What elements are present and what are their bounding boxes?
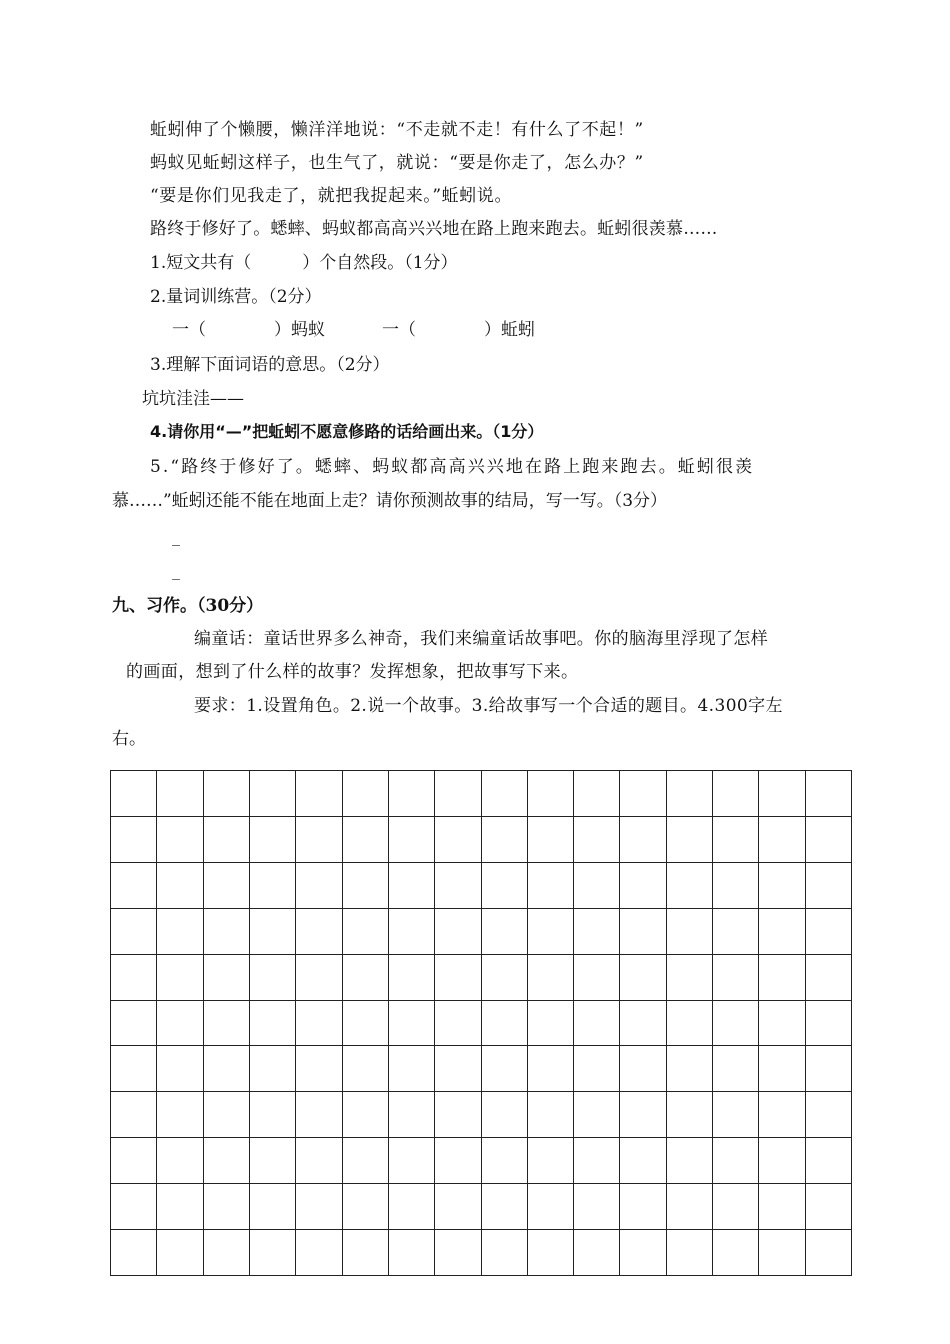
writing-grid-cell[interactable] bbox=[528, 1138, 574, 1184]
question-4: 4.请你用“—”把蚯蚓不愿意修路的话给画出来。（1分） bbox=[150, 422, 544, 441]
writing-grid-cell[interactable] bbox=[620, 1001, 666, 1047]
writing-grid-cell[interactable] bbox=[389, 1001, 435, 1047]
writing-grid-cell[interactable] bbox=[343, 1001, 389, 1047]
writing-grid-cell[interactable] bbox=[806, 1046, 852, 1092]
writing-grid-cell[interactable] bbox=[528, 909, 574, 955]
writing-grid-cell[interactable] bbox=[482, 955, 528, 1001]
writing-grid-cell[interactable] bbox=[806, 863, 852, 909]
section-9-prompt-line-1: 编童话：童话世界多么神奇，我们来编童话故事吧。你的脑海里浮现了怎样 bbox=[194, 629, 769, 649]
passage-line-1: 蚯蚓伸了个懒腰，懒洋洋地说：“不走就不走！有什么了不起！” bbox=[150, 120, 644, 140]
writing-grid-cell[interactable] bbox=[528, 955, 574, 1001]
writing-grid-cell[interactable] bbox=[806, 771, 852, 817]
writing-grid-cell[interactable] bbox=[806, 909, 852, 955]
writing-grid-cell[interactable] bbox=[528, 1184, 574, 1230]
writing-grid-cell[interactable] bbox=[713, 909, 759, 955]
writing-grid-cell[interactable] bbox=[759, 1230, 805, 1276]
writing-grid-cell[interactable] bbox=[667, 1138, 713, 1184]
passage-line-4: 路终于修好了。蟋蟀、蚂蚁都高高兴兴地在路上跑来跑去。蚯蚓很羡慕…… bbox=[150, 219, 718, 239]
writing-grid-cell[interactable] bbox=[759, 817, 805, 863]
writing-grid-cell[interactable] bbox=[482, 1184, 528, 1230]
writing-grid-cell[interactable] bbox=[250, 771, 296, 817]
writing-grid-cell[interactable] bbox=[111, 1092, 157, 1138]
writing-grid-cell[interactable] bbox=[389, 1184, 435, 1230]
question-5-line-2: 慕……”蚯蚓还能不能在地面上走？请你预测故事的结局，写一写。（3分） bbox=[112, 491, 668, 511]
writing-grid-cell[interactable] bbox=[389, 1046, 435, 1092]
writing-grid-cell[interactable] bbox=[343, 863, 389, 909]
writing-grid-cell[interactable] bbox=[111, 817, 157, 863]
writing-grid-cell[interactable] bbox=[620, 817, 666, 863]
writing-grid-cell[interactable] bbox=[435, 909, 481, 955]
question-2-blank-earthworm: 一（ ）蚯蚓 bbox=[382, 320, 535, 340]
writing-grid-cell[interactable] bbox=[389, 1138, 435, 1184]
writing-grid-cell[interactable] bbox=[389, 863, 435, 909]
writing-grid-cell[interactable] bbox=[620, 909, 666, 955]
writing-grid-cell[interactable] bbox=[574, 955, 620, 1001]
writing-grid-cell[interactable] bbox=[759, 771, 805, 817]
writing-grid-cell[interactable] bbox=[157, 1001, 203, 1047]
writing-grid-cell[interactable] bbox=[157, 955, 203, 1001]
writing-grid-cell[interactable] bbox=[713, 771, 759, 817]
writing-grid-cell[interactable] bbox=[435, 955, 481, 1001]
writing-grid-cell[interactable] bbox=[157, 1138, 203, 1184]
writing-grid-cell[interactable] bbox=[435, 1138, 481, 1184]
writing-grid-cell[interactable] bbox=[111, 863, 157, 909]
writing-grid-cell[interactable] bbox=[574, 1230, 620, 1276]
writing-grid-cell[interactable] bbox=[620, 1046, 666, 1092]
writing-grid-cell[interactable] bbox=[389, 955, 435, 1001]
writing-grid-cell[interactable] bbox=[157, 1046, 203, 1092]
writing-grid-cell[interactable] bbox=[435, 771, 481, 817]
question-2-blank-ants: 一（ ）蚂蚁 bbox=[172, 320, 325, 340]
writing-grid-cell[interactable] bbox=[667, 1046, 713, 1092]
writing-grid-cell[interactable] bbox=[389, 771, 435, 817]
writing-grid-cell[interactable] bbox=[296, 1230, 342, 1276]
writing-grid-cell[interactable] bbox=[343, 1184, 389, 1230]
section-9-requirements-line-1: 要求：1.设置角色。2.说一个故事。3.给故事写一个合适的题目。4.300字左 bbox=[194, 696, 783, 716]
writing-grid-cell[interactable] bbox=[250, 1092, 296, 1138]
writing-grid-cell[interactable] bbox=[343, 909, 389, 955]
writing-grid-cell[interactable] bbox=[759, 1138, 805, 1184]
writing-grid-cell[interactable] bbox=[713, 1092, 759, 1138]
writing-grid-cell[interactable] bbox=[389, 909, 435, 955]
writing-grid-cell[interactable] bbox=[528, 771, 574, 817]
writing-grid-cell[interactable] bbox=[157, 863, 203, 909]
writing-grid-cell[interactable] bbox=[250, 909, 296, 955]
writing-grid-cell[interactable] bbox=[667, 909, 713, 955]
writing-grid-cell[interactable] bbox=[157, 1092, 203, 1138]
writing-grid-cell[interactable] bbox=[204, 1092, 250, 1138]
writing-grid-cell[interactable] bbox=[759, 863, 805, 909]
writing-grid-cell[interactable] bbox=[759, 955, 805, 1001]
writing-grid-cell[interactable] bbox=[713, 817, 759, 863]
writing-grid-cell[interactable] bbox=[343, 817, 389, 863]
writing-grid-cell[interactable] bbox=[111, 771, 157, 817]
writing-grid-cell[interactable] bbox=[667, 863, 713, 909]
writing-grid-cell[interactable] bbox=[806, 1138, 852, 1184]
writing-grid-cell[interactable] bbox=[759, 1046, 805, 1092]
writing-grid-cell[interactable] bbox=[250, 955, 296, 1001]
writing-grid-cell[interactable] bbox=[204, 1230, 250, 1276]
writing-grid-cell[interactable] bbox=[759, 909, 805, 955]
writing-grid-cell[interactable] bbox=[574, 1001, 620, 1047]
writing-grid-cell[interactable] bbox=[296, 817, 342, 863]
writing-grid-cell[interactable] bbox=[250, 863, 296, 909]
writing-grid-cell[interactable] bbox=[157, 771, 203, 817]
writing-grid-cell[interactable] bbox=[620, 955, 666, 1001]
writing-grid-cell[interactable] bbox=[111, 1138, 157, 1184]
writing-grid-cell[interactable] bbox=[296, 1001, 342, 1047]
question-5-line-1: 5.“路终于修好了。蟋蟀、蚂蚁都高高兴兴地在路上跑来跑去。蚯蚓很羡 bbox=[150, 457, 755, 477]
writing-grid-cell[interactable] bbox=[435, 1184, 481, 1230]
writing-grid-cell[interactable] bbox=[528, 863, 574, 909]
writing-grid-cell[interactable] bbox=[482, 1092, 528, 1138]
writing-grid-cell[interactable] bbox=[574, 817, 620, 863]
writing-grid-cell[interactable] bbox=[759, 1184, 805, 1230]
writing-grid-cell[interactable] bbox=[296, 1138, 342, 1184]
writing-grid-cell[interactable] bbox=[111, 909, 157, 955]
answer-line-2: _ bbox=[172, 561, 180, 580]
writing-grid-cell[interactable] bbox=[482, 909, 528, 955]
writing-grid[interactable] bbox=[110, 770, 852, 1276]
writing-grid-cell[interactable] bbox=[667, 955, 713, 1001]
writing-grid-cell[interactable] bbox=[620, 1138, 666, 1184]
writing-grid-cell[interactable] bbox=[713, 1046, 759, 1092]
writing-grid-cell[interactable] bbox=[667, 1184, 713, 1230]
writing-grid-cell[interactable] bbox=[574, 863, 620, 909]
writing-grid-cell[interactable] bbox=[157, 1184, 203, 1230]
section-9-requirements-line-2: 右。 bbox=[112, 729, 146, 749]
question-3: 3.理解下面词语的意思。（2分） bbox=[150, 355, 390, 375]
writing-grid-cell[interactable] bbox=[435, 1001, 481, 1047]
passage-line-3: “要是你们见我走了，就把我捉起来。”蚯蚓说。 bbox=[150, 186, 513, 206]
writing-grid-cell[interactable] bbox=[204, 1046, 250, 1092]
writing-grid-cell[interactable] bbox=[713, 955, 759, 1001]
writing-grid-cell[interactable] bbox=[296, 863, 342, 909]
writing-grid-cell[interactable] bbox=[667, 1001, 713, 1047]
writing-grid-cell[interactable] bbox=[296, 1092, 342, 1138]
writing-grid-cell[interactable] bbox=[806, 1092, 852, 1138]
answer-line-1: _ bbox=[172, 527, 180, 546]
writing-grid-cell[interactable] bbox=[713, 1230, 759, 1276]
writing-grid-cell[interactable] bbox=[157, 1230, 203, 1276]
writing-grid-cell[interactable] bbox=[482, 1001, 528, 1047]
writing-grid-cell[interactable] bbox=[250, 1138, 296, 1184]
writing-grid-cell[interactable] bbox=[204, 1001, 250, 1047]
writing-grid-cell[interactable] bbox=[204, 1138, 250, 1184]
writing-grid-cell[interactable] bbox=[435, 1230, 481, 1276]
writing-grid-cell[interactable] bbox=[759, 1092, 805, 1138]
writing-grid-cell[interactable] bbox=[343, 1046, 389, 1092]
writing-grid-cell[interactable] bbox=[528, 1001, 574, 1047]
writing-grid-cell[interactable] bbox=[389, 817, 435, 863]
writing-grid-cell[interactable] bbox=[343, 955, 389, 1001]
writing-grid-cell[interactable] bbox=[204, 771, 250, 817]
writing-grid-cell[interactable] bbox=[435, 1092, 481, 1138]
writing-grid-cell[interactable] bbox=[111, 1001, 157, 1047]
writing-grid-cell[interactable] bbox=[250, 1184, 296, 1230]
writing-grid-cell[interactable] bbox=[482, 771, 528, 817]
writing-grid-cell[interactable] bbox=[157, 909, 203, 955]
writing-grid-cell[interactable] bbox=[713, 1138, 759, 1184]
writing-grid-cell[interactable] bbox=[482, 1138, 528, 1184]
writing-grid-cell[interactable] bbox=[343, 1092, 389, 1138]
writing-grid-cell[interactable] bbox=[574, 1138, 620, 1184]
writing-grid-cell[interactable] bbox=[250, 817, 296, 863]
writing-grid-cell[interactable] bbox=[389, 1092, 435, 1138]
writing-grid-cell[interactable] bbox=[528, 1230, 574, 1276]
writing-grid-cell[interactable] bbox=[343, 1230, 389, 1276]
writing-grid-cell[interactable] bbox=[111, 955, 157, 1001]
section-9-heading: 九、习作。（30分） bbox=[112, 596, 264, 616]
writing-grid-cell[interactable] bbox=[759, 1001, 805, 1047]
writing-grid-cell[interactable] bbox=[620, 1230, 666, 1276]
writing-grid-cell[interactable] bbox=[482, 863, 528, 909]
writing-grid-cell[interactable] bbox=[528, 1092, 574, 1138]
writing-grid-cell[interactable] bbox=[204, 817, 250, 863]
writing-grid-cell[interactable] bbox=[620, 1184, 666, 1230]
writing-grid-cell[interactable] bbox=[574, 1046, 620, 1092]
writing-grid-cell[interactable] bbox=[713, 1184, 759, 1230]
writing-grid-cell[interactable] bbox=[482, 817, 528, 863]
writing-grid-cell[interactable] bbox=[620, 771, 666, 817]
writing-grid-cell[interactable] bbox=[296, 909, 342, 955]
writing-grid-cell[interactable] bbox=[389, 1230, 435, 1276]
writing-grid-cell[interactable] bbox=[111, 1230, 157, 1276]
writing-grid-cell[interactable] bbox=[806, 1001, 852, 1047]
writing-grid-cell[interactable] bbox=[528, 817, 574, 863]
writing-grid-cell[interactable] bbox=[250, 1230, 296, 1276]
writing-grid-cell[interactable] bbox=[713, 863, 759, 909]
writing-grid-cell[interactable] bbox=[204, 955, 250, 1001]
writing-grid-cell[interactable] bbox=[713, 1001, 759, 1047]
writing-grid-cell[interactable] bbox=[667, 1230, 713, 1276]
question-3-word: 坑坑洼洼—— bbox=[142, 389, 244, 409]
writing-grid-cell[interactable] bbox=[296, 1046, 342, 1092]
writing-grid-cell[interactable] bbox=[250, 1001, 296, 1047]
writing-grid-cell[interactable] bbox=[111, 1046, 157, 1092]
writing-grid-cell[interactable] bbox=[806, 955, 852, 1001]
writing-grid-cell[interactable] bbox=[806, 1184, 852, 1230]
writing-grid-cell[interactable] bbox=[574, 1092, 620, 1138]
writing-grid-cell[interactable] bbox=[204, 1184, 250, 1230]
writing-grid-cell[interactable] bbox=[111, 1184, 157, 1230]
question-2: 2.量词训练营。（2分） bbox=[150, 287, 322, 307]
writing-grid-cell[interactable] bbox=[296, 771, 342, 817]
writing-grid-cell[interactable] bbox=[343, 1138, 389, 1184]
writing-grid-cell[interactable] bbox=[250, 1046, 296, 1092]
section-9-prompt-line-2: 的画面，想到了什么样的故事？发挥想象，把故事写下来。 bbox=[126, 662, 579, 682]
writing-grid-cell[interactable] bbox=[667, 817, 713, 863]
passage-line-2: 蚂蚁见蚯蚓这样子，也生气了，就说：“要是你走了，怎么办？” bbox=[150, 153, 644, 173]
writing-grid-cell[interactable] bbox=[435, 1046, 481, 1092]
writing-grid-cell[interactable] bbox=[157, 817, 203, 863]
writing-grid-cell[interactable] bbox=[574, 771, 620, 817]
writing-grid-cell[interactable] bbox=[806, 817, 852, 863]
writing-grid-cell[interactable] bbox=[204, 909, 250, 955]
writing-grid-cell[interactable] bbox=[667, 1092, 713, 1138]
writing-grid-cell[interactable] bbox=[574, 909, 620, 955]
writing-grid-cell[interactable] bbox=[528, 1046, 574, 1092]
writing-grid-cell[interactable] bbox=[435, 817, 481, 863]
writing-grid-cell[interactable] bbox=[204, 863, 250, 909]
writing-grid-cell[interactable] bbox=[435, 863, 481, 909]
writing-grid-cell[interactable] bbox=[620, 863, 666, 909]
writing-grid-cell[interactable] bbox=[806, 1230, 852, 1276]
writing-grid-cell[interactable] bbox=[574, 1184, 620, 1230]
writing-grid-cell[interactable] bbox=[482, 1046, 528, 1092]
writing-grid-cell[interactable] bbox=[296, 955, 342, 1001]
writing-grid-cell[interactable] bbox=[620, 1092, 666, 1138]
question-1: 1.短文共有（ ）个自然段。（1分） bbox=[150, 253, 458, 273]
writing-grid-cell[interactable] bbox=[343, 771, 389, 817]
writing-grid-cell[interactable] bbox=[482, 1230, 528, 1276]
writing-grid-cell[interactable] bbox=[667, 771, 713, 817]
writing-grid-cell[interactable] bbox=[296, 1184, 342, 1230]
